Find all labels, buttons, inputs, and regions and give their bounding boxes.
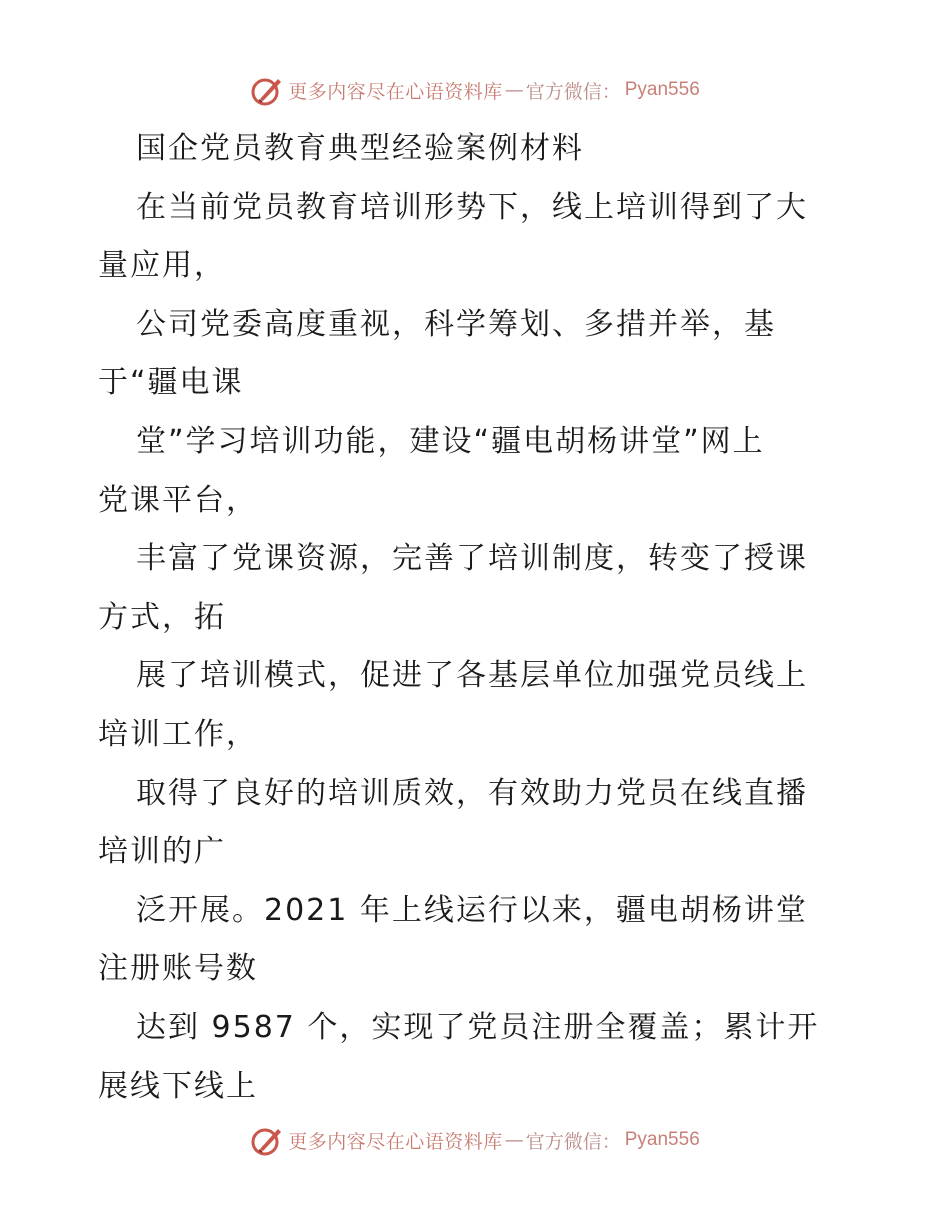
quill-pen-circle-icon — [250, 1123, 284, 1157]
text-line: 量应用， — [98, 248, 226, 284]
watermark-wechat-id: Pyan556 — [624, 1129, 700, 1150]
document-body — [98, 120, 858, 1116]
watermark-separator: — — [504, 79, 524, 101]
watermark-wechat-label: 官方微信： — [525, 80, 621, 103]
text-line: 展了培训模式，促进了各基层单位加强党员线上 — [136, 658, 808, 694]
text-line: 丰富了党课资源，完善了培训制度，转变了授课 — [136, 541, 808, 577]
watermark-text: 更多内容尽在心语资料库 — [288, 1130, 503, 1153]
text-line: 堂”学习培训功能，建设“疆电胡杨讲堂”网上 — [136, 423, 765, 459]
text-line: 方式，拓 — [98, 599, 226, 635]
text-line: 于“疆电课 — [98, 365, 244, 401]
text-line: 展线下线上 — [98, 1068, 258, 1104]
header-watermark — [0, 70, 950, 110]
text-line: 取得了良好的培训质效，有效助力党员在线直播 — [136, 775, 808, 811]
watermark-wechat-label: 官方微信： — [525, 1130, 621, 1153]
text-line: 达到 9587 个，实现了党员注册全覆盖；累计开 — [136, 1009, 820, 1045]
document-title: 国企党员教育典型经验案例材料 — [136, 131, 584, 166]
text-line: 在当前党员教育培训形势下，线上培训得到了大 — [136, 189, 808, 225]
text-line: 公司党委高度重视，科学筹划、多措并举，基 — [136, 306, 776, 342]
footer-watermark — [0, 1120, 950, 1160]
text-line: 培训的广 — [98, 834, 226, 870]
text-line: 培训工作， — [98, 716, 258, 752]
watermark-text: 更多内容尽在心语资料库 — [288, 80, 503, 103]
text-line: 泛开展。2021 年上线运行以来，疆电胡杨讲堂 — [136, 892, 808, 928]
quill-pen-circle-icon — [250, 73, 284, 107]
text-line: 注册账号数 — [98, 951, 258, 987]
watermark-separator: — — [504, 1129, 524, 1151]
watermark-wechat-id: Pyan556 — [624, 79, 700, 100]
text-line: 党课平台， — [98, 482, 258, 518]
